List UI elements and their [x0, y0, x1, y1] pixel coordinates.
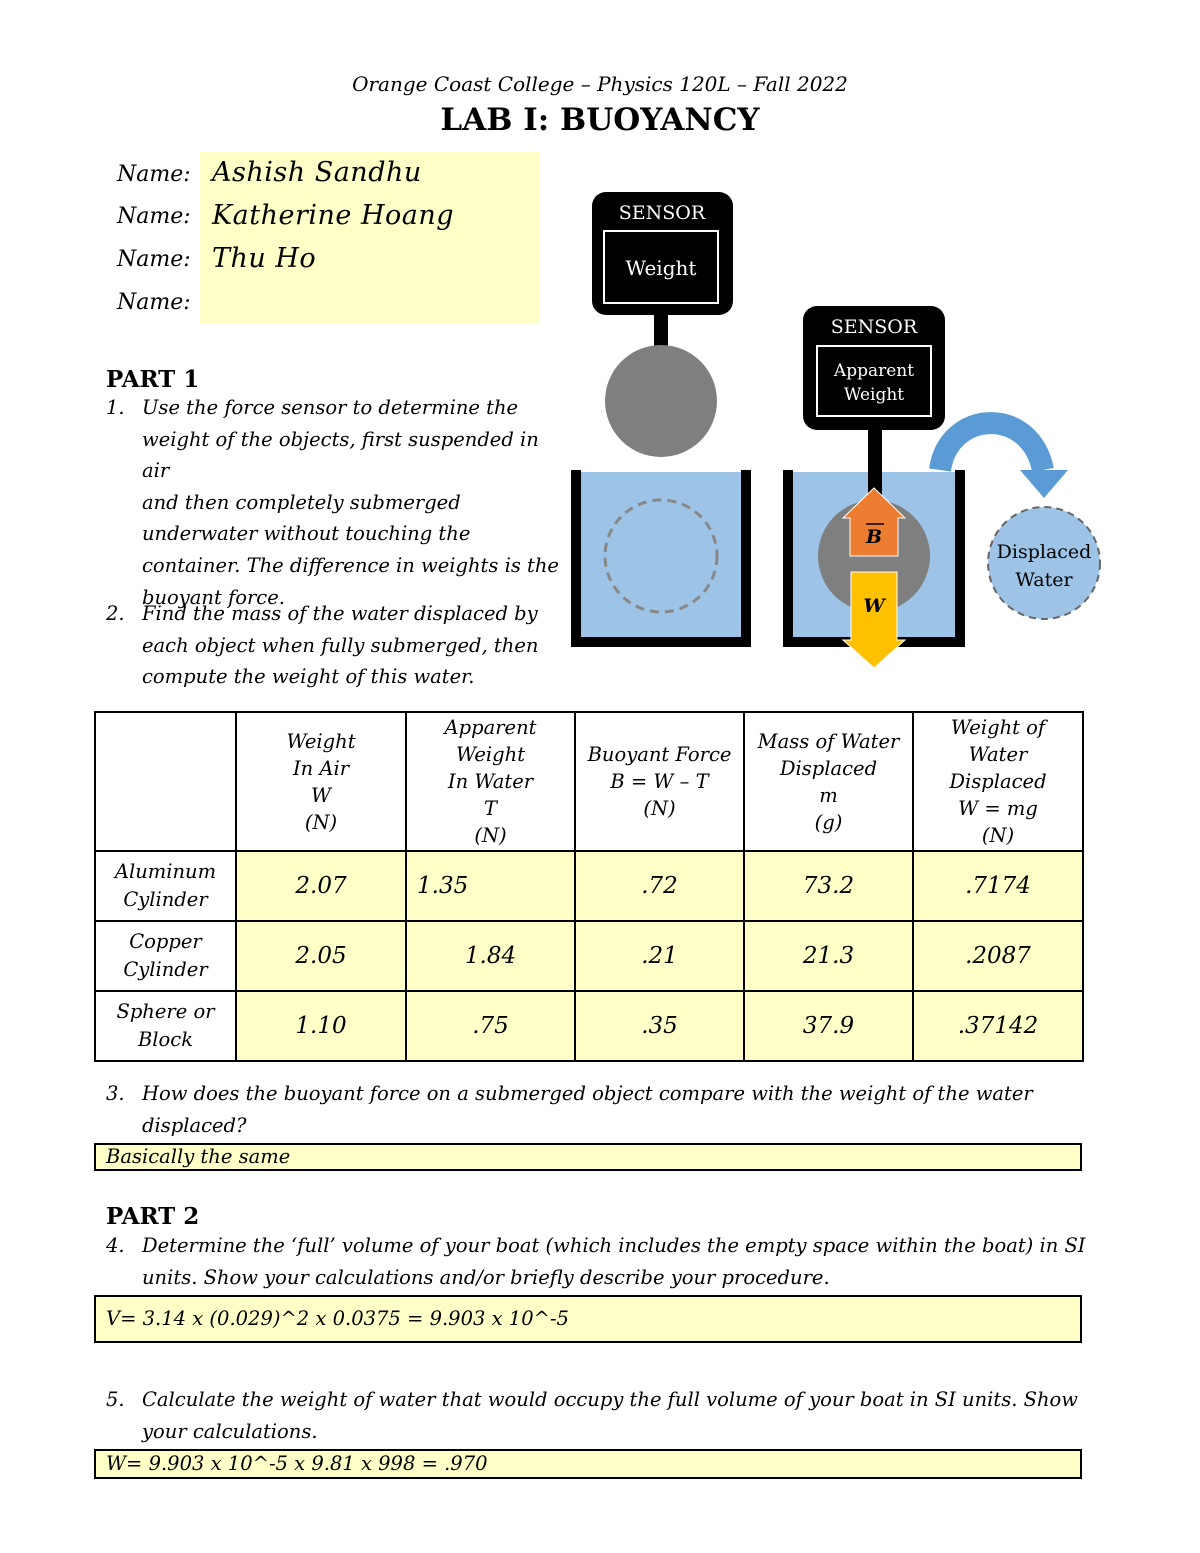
header-buoyant-force: Buoyant Force B = W – T (N): [575, 712, 744, 851]
q1-line: buoyant force.: [142, 585, 285, 609]
table-cell[interactable]: 37.9: [744, 991, 913, 1061]
table-cell[interactable]: .21: [575, 921, 744, 991]
name-value-2[interactable]: Katherine Hoang: [212, 200, 455, 231]
suspended-ball: [605, 345, 717, 457]
displaced-water-circle: [988, 507, 1100, 619]
q5-number: 5.: [106, 1388, 125, 1411]
header-weight-in-air: Weight In Air W (N): [236, 712, 406, 851]
row-label: Aluminum Cylinder: [95, 851, 236, 921]
table-cell[interactable]: .2087: [913, 921, 1083, 991]
table-cell[interactable]: 21.3: [744, 921, 913, 991]
displaced-water-label-line1: Displaced: [996, 541, 1092, 563]
table-cell[interactable]: .75: [406, 991, 575, 1061]
q4-line1: Determine the ‘full’ volume of your boat (which includes the empty space within the boat) in SI: [142, 1234, 1086, 1257]
table-header-row: [95, 712, 1083, 851]
q2-text: [142, 598, 572, 693]
sensor-2-label-line2: Weight: [843, 385, 905, 405]
row-label: Copper Cylinder: [95, 921, 236, 991]
q3-answer[interactable]: Basically the same: [94, 1143, 1082, 1171]
q1-line: container. The difference in weights is the: [142, 553, 559, 577]
q2-line: Find the mass of the water displaced by: [142, 602, 538, 625]
name-label: Name:: [117, 290, 191, 315]
q2-line: each object when fully submerged, then: [142, 633, 539, 657]
buoyant-symbol: B: [865, 526, 883, 548]
table-cell[interactable]: .37142: [913, 991, 1083, 1061]
q5-line2: your calculations.: [142, 1419, 318, 1443]
q1-text: [142, 392, 572, 613]
water-left: [575, 472, 745, 642]
lab-title: LAB I: BUOYANCY: [440, 102, 760, 138]
part1-heading: PART 1: [106, 366, 200, 393]
row-label: Sphere or Block: [95, 991, 236, 1061]
table-row: [95, 921, 1083, 991]
q3-text: [142, 1078, 1102, 1141]
table-cell[interactable]: .35: [575, 991, 744, 1061]
table-cell[interactable]: .7174: [913, 851, 1083, 921]
name-label: Name:: [117, 162, 191, 187]
q1-line: underwater without touching the: [142, 522, 471, 546]
table-row: [95, 851, 1083, 921]
header-empty: [95, 712, 236, 851]
q5-text: [142, 1384, 1102, 1447]
sensor-2-label-line1: Apparent: [833, 361, 915, 381]
q5-answer[interactable]: W= 9.903 x 10^-5 x 9.81 x 998 = .970: [94, 1449, 1082, 1479]
q5-line1: Calculate the weight of water that would occupy the full volume of your boat in SI units. Show: [142, 1388, 1078, 1411]
q1-line: weight of the objects, first suspended in air: [142, 427, 539, 483]
header-weight-displaced: Weight of Water Displaced W = mg (N): [913, 712, 1083, 851]
table-cell[interactable]: 1.10: [236, 991, 406, 1061]
q4-number: 4.: [106, 1234, 125, 1257]
name-value-3[interactable]: Thu Ho: [212, 243, 317, 274]
course-subtitle: Orange Coast College – Physics 120L – Fall 2022: [352, 72, 848, 96]
table-cell[interactable]: 1.84: [406, 921, 575, 991]
weight-force-arrow: [843, 572, 905, 668]
q3-line1: How does the buoyant force on a submerged object compare with the weight of the water: [142, 1082, 1033, 1105]
flow-arrow-head: [1020, 470, 1068, 498]
sensor-1-title: SENSOR: [618, 202, 706, 224]
header-mass-displaced: Mass of Water Displaced m (g): [744, 712, 913, 851]
q4-answer[interactable]: V= 3.14 x (0.029)^2 x 0.0375 = 9.903 x 10^-5: [94, 1295, 1082, 1343]
flow-arrow-body: [940, 423, 1043, 470]
q1-line: and then completely submerged: [142, 490, 461, 514]
q2-line: compute the weight of this water.: [142, 665, 475, 689]
weight-symbol: W: [863, 595, 885, 617]
table-row: [95, 991, 1083, 1061]
table-cell[interactable]: 2.07: [236, 851, 406, 921]
displaced-water-label-line2: Water: [1015, 569, 1073, 591]
q1-line: Use the force sensor to determine the: [142, 396, 519, 419]
sensor-1-label: Weight: [625, 256, 697, 280]
table-cell[interactable]: 73.2: [744, 851, 913, 921]
q4-text: [142, 1230, 1102, 1293]
name-value-1[interactable]: Ashish Sandhu: [212, 157, 422, 188]
q4-line2: units. Show your calculations and/or briefly describe your procedure.: [142, 1265, 830, 1289]
sensor-2-title: SENSOR: [830, 316, 918, 338]
table-cell[interactable]: 1.35: [406, 851, 575, 921]
buoyancy-data-table: [94, 711, 1084, 1062]
q3-number: 3.: [106, 1082, 125, 1105]
name-label: Name:: [117, 204, 191, 229]
table-cell[interactable]: .72: [575, 851, 744, 921]
part2-heading: PART 2: [106, 1203, 200, 1230]
q1-number: 1.: [106, 396, 125, 419]
q2-number: 2.: [106, 602, 125, 625]
table-cell[interactable]: 2.05: [236, 921, 406, 991]
header-apparent-weight: Apparent Weight In Water T (N): [406, 712, 575, 851]
name-label: Name:: [117, 247, 191, 272]
buoyancy-diagram: [560, 185, 1120, 675]
q3-line2: displaced?: [142, 1113, 247, 1137]
